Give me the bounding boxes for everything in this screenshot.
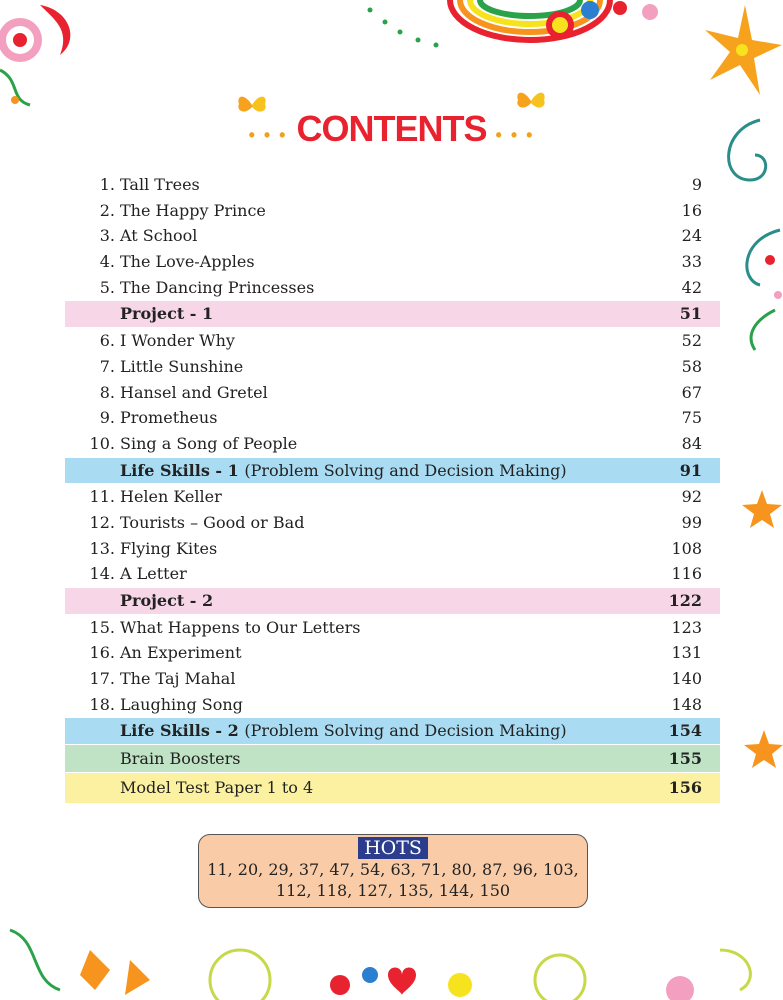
toc-page: 84	[681, 433, 702, 453]
toc-number: 6.	[99, 331, 115, 351]
toc-number: 13.	[89, 538, 115, 558]
toc-number: 16.	[89, 643, 115, 663]
toc-title: A Letter	[120, 564, 187, 584]
toc-row[interactable]	[65, 536, 720, 562]
toc-page: 67	[681, 382, 702, 402]
top-rainbow-decoration	[330, 0, 690, 60]
toc-page: 154	[668, 721, 702, 741]
left-butterfly-icon	[236, 92, 268, 118]
toc-row[interactable]	[65, 249, 720, 275]
toc-title: Prometheus	[120, 408, 218, 428]
toc-number: 2.	[99, 200, 115, 220]
hots-box	[198, 834, 588, 908]
toc-page: 140	[671, 669, 702, 689]
hots-pages-line-2: 112, 118, 127, 135, 144, 150	[275, 881, 511, 900]
toc-page: 156	[668, 778, 702, 798]
toc-number: 3.	[99, 226, 115, 246]
toc-subtitle: (Problem Solving and Decision Making)	[244, 460, 567, 480]
toc-row[interactable]	[65, 561, 720, 587]
toc-row[interactable]	[65, 510, 720, 536]
bottom-decoration	[0, 920, 783, 1000]
toc-number: 14.	[89, 564, 115, 584]
toc-number: 10.	[89, 433, 115, 453]
toc-title: Brain Boosters	[120, 749, 241, 769]
right-stars-decoration	[740, 480, 783, 780]
toc-number: 12.	[89, 512, 115, 532]
toc-row-life-skills-1[interactable]	[65, 458, 720, 484]
toc-row[interactable]	[65, 692, 720, 718]
toc-page: 91	[679, 460, 702, 480]
toc-number: 15.	[89, 617, 115, 637]
toc-title: I Wonder Why	[120, 331, 235, 351]
toc-page: 24	[681, 226, 702, 246]
toc-number: 1.	[99, 175, 115, 194]
toc-number: 7.	[99, 356, 115, 376]
toc-row[interactable]	[65, 405, 720, 431]
toc-title: Model Test Paper 1 to 4	[120, 778, 314, 798]
toc-page: 155	[668, 749, 702, 769]
toc-title: Tourists – Good or Bad	[120, 512, 305, 532]
top-right-star-flower-decoration	[690, 0, 783, 110]
toc-page: 33	[681, 252, 702, 272]
toc-page: 51	[679, 304, 702, 324]
toc-page: 99	[681, 512, 702, 532]
toc-page: 131	[671, 643, 702, 663]
toc-number: 11.	[89, 487, 115, 507]
toc-row[interactable]	[65, 275, 720, 301]
toc-number: 9.	[99, 408, 115, 428]
toc-page: 16	[681, 200, 702, 220]
toc-row-project-2[interactable]	[65, 588, 720, 614]
toc-title: Helen Keller	[120, 487, 222, 507]
toc-row[interactable]	[65, 198, 720, 224]
toc-title: Sing a Song of People	[120, 433, 298, 453]
title-text: CONTENTS	[296, 108, 487, 149]
toc-row[interactable]	[65, 223, 720, 249]
table-of-contents	[65, 172, 720, 804]
toc-subtitle: (Problem Solving and Decision Making)	[244, 721, 567, 741]
title-right-dots: • • •	[495, 125, 535, 145]
toc-row[interactable]	[65, 615, 720, 641]
toc-row[interactable]	[65, 354, 720, 380]
top-left-flower-decoration	[0, 0, 90, 110]
page-title	[0, 108, 783, 150]
toc-row[interactable]	[65, 328, 720, 354]
toc-page: 123	[671, 617, 702, 637]
toc-title	[120, 458, 567, 484]
toc-row-life-skills-2[interactable]	[65, 718, 720, 744]
toc-title: Project - 2	[120, 591, 214, 610]
toc-row-model-test-paper[interactable]	[65, 773, 720, 803]
toc-title: Laughing Song	[120, 694, 243, 714]
toc-title: The Love-Apples	[120, 252, 255, 272]
toc-title: The Happy Prince	[120, 200, 266, 220]
toc-title-bold: Life Skills - 1	[120, 460, 239, 480]
toc-page: 92	[681, 487, 702, 507]
toc-title: Project - 1	[120, 304, 214, 324]
toc-page: 42	[681, 277, 702, 297]
toc-number: 8.	[99, 382, 115, 402]
toc-page: 108	[671, 538, 702, 558]
toc-page: 116	[671, 564, 702, 584]
toc-number: 5.	[99, 277, 115, 297]
toc-row[interactable]	[65, 484, 720, 510]
toc-page: 148	[671, 694, 702, 714]
toc-title: Flying Kites	[120, 538, 218, 558]
toc-title: The Taj Mahal	[120, 669, 236, 689]
toc-row-brain-boosters[interactable]	[65, 745, 720, 772]
toc-title: Hansel and Gretel	[120, 382, 268, 402]
toc-page: 9	[691, 175, 702, 194]
toc-title: Little Sunshine	[120, 356, 244, 376]
toc-row[interactable]	[65, 172, 720, 198]
toc-page: 122	[668, 591, 702, 610]
toc-page: 58	[681, 356, 702, 376]
toc-title: What Happens to Our Letters	[120, 617, 361, 637]
title-left-dots: • • •	[248, 125, 288, 145]
toc-row-project-1[interactable]	[65, 301, 720, 327]
toc-page: 52	[681, 331, 702, 351]
hots-pages-line-1: 11, 20, 29, 37, 47, 54, 63, 71, 80, 87, 96, 103,	[207, 860, 579, 879]
toc-title: The Dancing Princesses	[120, 277, 315, 297]
toc-title: Tall Trees	[120, 175, 200, 194]
toc-row[interactable]	[65, 666, 720, 692]
toc-title: An Experiment	[120, 643, 242, 663]
toc-number: 18.	[89, 694, 115, 714]
toc-row[interactable]	[65, 431, 720, 457]
right-butterfly-icon	[515, 88, 547, 114]
hots-title: HOTS	[358, 837, 428, 859]
toc-row[interactable]	[65, 380, 720, 406]
toc-title: At School	[120, 226, 198, 246]
toc-page: 75	[681, 408, 702, 428]
toc-title	[120, 718, 567, 744]
toc-title-bold: Life Skills - 2	[120, 721, 239, 741]
toc-number: 4.	[99, 252, 115, 272]
toc-row[interactable]	[65, 640, 720, 666]
toc-number: 17.	[89, 669, 115, 689]
